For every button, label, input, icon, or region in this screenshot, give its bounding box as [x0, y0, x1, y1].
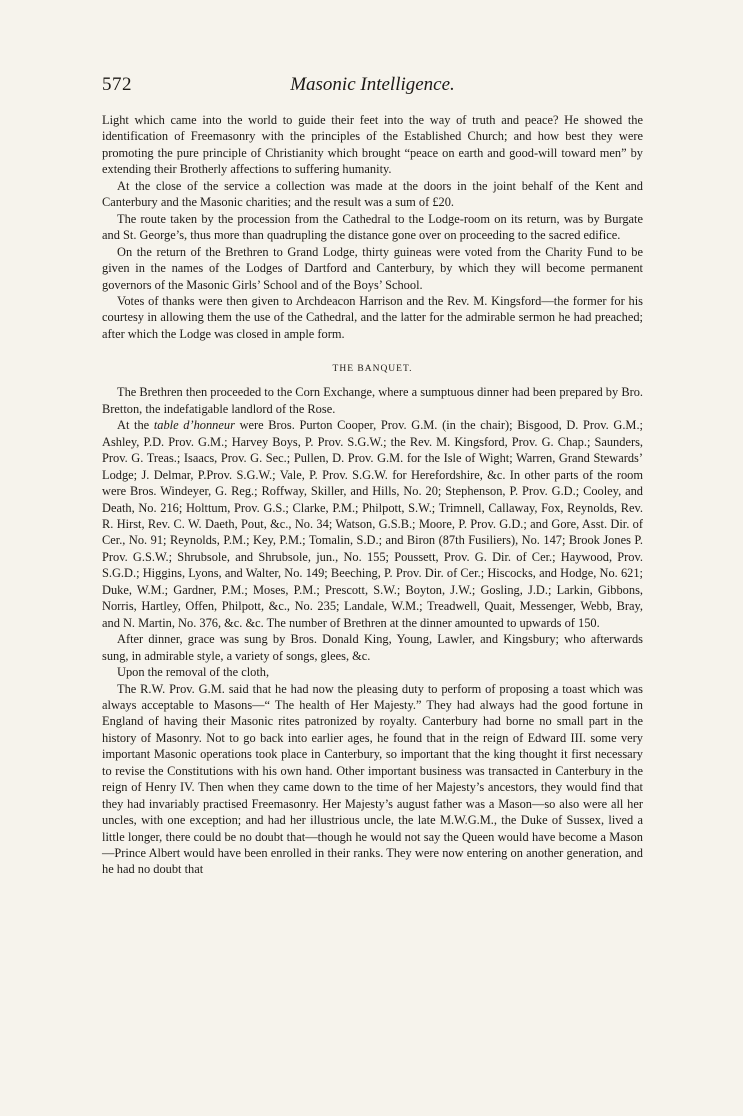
paragraph-attendees	[102, 417, 643, 631]
paragraph-corn-exchange: The Brethren then proceeded to the Corn Exchange, where a sumptuous dinner had been prepared by Bro. Bretton, the indefatigable landlord of the Rose.	[102, 385, 643, 416]
attendees-lead: At the	[117, 418, 154, 433]
running-title: Masonic Intelligence.	[290, 74, 455, 95]
paragraph-procession-route: The route taken by the procession from the Cathedral to the Lodge-room on its return, was by Burgate and St. George’s, thus more than quadrupling the distance gone over on proceeding to the sacred edifice.	[102, 211, 643, 243]
paragraph-grace: After dinner, grace was sung by Bros. Donald King, Young, Lawler, and Kingsbury; who afterwards sung, in admirable style, a variety of songs, glees, &c.	[102, 632, 643, 663]
paragraph-votes-of-thanks: Votes of thanks were then given to Archdeacon Harrison and the Rev. M. Kingsford—the former for his courtesy in allowing them the use of the Cathedral, and the latter for the admirable sermon he had preached; after which the Lodge was closed in ample form.	[102, 293, 643, 341]
paragraph-sermon-end: Light which came into the world to guide their feet into the way of truth and peace? He showed the identification of Freemasonry with the principles of the Established Church; and how best they were promoting the pure principle of Christianity which brought “peace on earth and good-will toward men” by extending their Brotherly affections to suffering humanity.	[102, 113, 643, 177]
page-number: 572	[102, 74, 132, 95]
section-service	[102, 112, 643, 342]
section-heading-banquet: THE BANQUET.	[332, 364, 413, 375]
running-head	[102, 74, 643, 100]
paragraph-toast: The R.W. Prov. G.M. said that he had now the pleasing duty to perform of proposing a toast which was always acceptable to Masons—“ The health of Her Majesty.” They had always had the good fortune in England of having their Masonic rites patronized by royalty. Canterbury had borne no small part in the history of Masonry. Not to go back into earlier ages, he found that in the reign of Edward III. some very important Masonic operations took place in Canterbury, so important that the king thought it first necessary to revise the Constitutions with his own hand. Other important business was transacted in Canterbury in the reign of Henry IV. Then when they came down to the time of her Majesty’s ancestors, they would find that they had invariably practised Freemasonry. Her Majesty’s august father was a Mason—so also were all her uncles, with one exception; and had her illustrious uncle, the late M.W.G.M., the Duke of Sussex, lived a little longer, there could be no doubt that—though he would not say the Queen would have become a Mason—Prince Albert would have been enrolled in their ranks. They were now entering on another generation, and he had no doubt that	[102, 681, 643, 877]
paragraph-cloth: Upon the removal of the cloth,	[117, 665, 270, 680]
section-banquet	[102, 384, 643, 878]
paragraph-charity-vote: On the return of the Brethren to Grand Lodge, thirty guineas were voted from the Charity Fund to be given in the names of the Lodges of Dartford and Canterbury, by which they will become permanent governors of the Masonic Girls’ School and of the Boys’ School.	[102, 244, 643, 292]
paragraph-collection: At the close of the service a collection was made at the doors in the joint behalf of the Kent and Canterbury and the Masonic charities; and the result was a sum of £20.	[102, 178, 643, 210]
attendees-italic: table d’honneur	[153, 418, 235, 433]
attendees-list: were Bros. Purton Cooper, Prov. G.M. (in the chair); Bisgood, D. Prov. G.M.; Ashley, P.D. Prov. G.M.; Harvey Boys, P. Prov. S.G.W.; the Rev. M. Kingsford, Prov. G. Chap.; Saunders, Prov. G. Treas.; Isaacs, Prov. G. Sec.; Pullen, D. Prov. G.M. for the Isle of Wight; Warren, Grand Stewards’ Lodge; J. Delmar, P.Prov. S.G.W.; Vale, P. Prov. S.G.W. for Herefordshire, &c. In other parts of the room were Bros. Windeyer, G. Reg.; Roffway, Skiller, and Hills, No. 20; Stephenson, P. Prov. G.D.; Cooley, and Death, No. 216; Holttum, Prov. G.S.; Clarke, P.M.; Philpott, S.W.; Trimnell, Callaway, Fox, Reynolds, Rev. R. Hirst, Rev. C. W. Daeth, Pout, &c., No. 34; Watson, G.S.B.; Moore, P. Prov. G.D.; and Gore, Asst. Dir. of Cer., No. 91; Reynolds, P.M.; Key, P.M.; Tomalin, S.D.; and Biron (87th Fusiliers), No. 147; Brook Jones P. Prov. G.S.W.; Shrubsole, and Shrubsole, jun., No. 155; Poussett, Prov. G. Dir. of Cer.; Haywood, Prov. S.G.D.; Higgins, Lyons, and Walter, No. 149; Beeching, P. Prov. Dir. of Cer.; Hiscocks, and Hodge, No. 621; Duke, W.M.; Gardner, P.M.; Moses, P.M.; Prescott, S.W.; Boyton, J.W.; Gosling, J.D.; Larkin, Gibbons, Norris, Hartley, Offen, Philpott, &c., No. 235; Landale, W.M.; Treadwell, Quait, Messenger, Webb, Bray, and N. Martin, No. 376, &c. &c. The number of Brethren at the dinner amounted to upwards of 150.	[102, 418, 643, 630]
